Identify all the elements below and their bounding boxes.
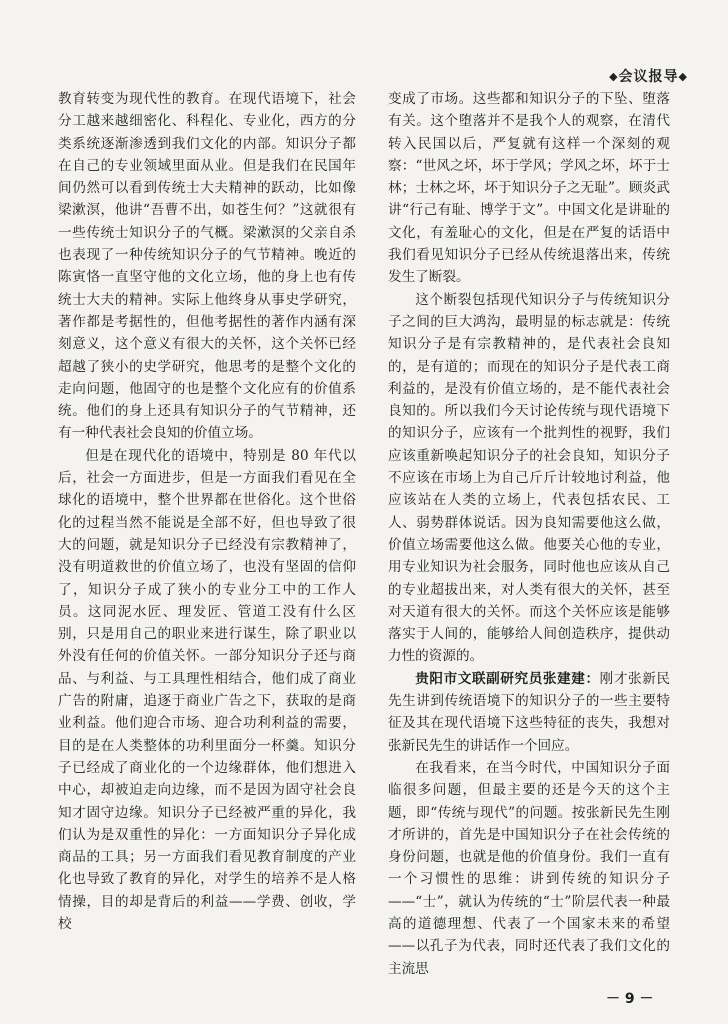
- diamond-icon: ◆: [678, 70, 688, 83]
- paragraph: 但是在现代化的语境中，特别是 80 年代以后，社会一方面进步，但是一方面我们看见在全球化的语境中，整个世界都在世俗化。这个世俗化的过程当然不能说是全部不好，但也导致了很大的问题，就是知识分子已经没有宗教精神了，没有明道救世的价值立场了，也没有坚固的信仰了，知识分子成了狭小的专业分工中的工作人员。这同泥水匠、理发匠、管道工没有什么区别，只是用自己的职业来进行谋生，除了职业以外没有任何的价值关怀。一部分知识分子还与商品、与利益、与工具理性相结合，他们成了商业广告的附庸，追逐于商业广告之下，获取的是商业利益。他们迎合市场、迎合功利利益的需要，目的是在人类整体的功利里面分一杯羹。知识分子已经成了商业化的一个边缘群体，他们想进入中心，却被迫走向边缘，而不是因为固守社会良知才固守边缘。知识分子已经被严重的异化，我们认为是双重性的异化：一方面知识分子异化成商品的工具；另一方面我们看见教育制度的产业化也导致了教育的异化，对学生的培养不是人格情操，目的却是背后的利益——学费、创收，学校: [58, 447, 356, 932]
- left-column: [58, 88, 356, 935]
- paragraph: 这个断裂包括现代知识分子与传统知识分子之间的巨大鸿沟，最明显的标志就是：传统知识分子是有宗教精神的，是代表社会良知的，是有道的；而现在的知识分子是代表工商利益的，是没有价值立场的，是不能代表社会良知的。所以我们今天讨论传统与现代语境下的知识分子，应该有一个批判性的视野，我们应该重新唤起知识分子的社会良知，知识分子不应该在市场上为自己斤斤计较地讨利益，他应该站在人类的立场上，代表包括农民、工人、弱势群体说话。因为良知需要他这么做，价值立场需要他这么做。他要关心他的专业，用专业知识为社会服务，同时他也应该从自己的专业超拔出来，对人类有很大的关怀，甚至对天道有很大的关怀。而这个关怀应该是能够落实于人间的，能够给人间创造秩序，提供动力性的资源的。: [388, 291, 670, 665]
- paragraph: 在我看来，在当今时代，中国知识分子面临很多问题，但最主要的还是今天的这个主题，即“传统与现代”的问题。按张新民先生刚才所讲的，首先是中国知识分子在社会传统的身份问题，也就是他的价值身份。我们一直有一个习惯性的思维：讲到传统的知识分子——“士”，就认为传统的“士”阶层代表一种最高的道德理想、代表了一个国家未来的希望——以孔子为代表，同时还代表了我们文化的主流思: [388, 759, 670, 977]
- page-number: － 9 －: [606, 991, 654, 1007]
- diamond-icon: ◆: [609, 70, 619, 83]
- right-column: [388, 88, 670, 980]
- paragraph: 变成了市场。这些都和知识分子的下坠、堕落有关。这个堕落并不是我个人的观察，在清代转入民国以后，严复就有这样一个深刻的观察：“世风之坏，坏于学风；学风之坏，坏于士林；士林之坏，坏于知识分子之无耻”。顾炎武讲“行己有耻、博学于文”。中国文化是讲耻的文化，有羞耻心的文化，但是在严复的话语中我们看见知识分子已经从传统退落出来，传统发生了断裂。: [388, 91, 670, 286]
- speaker-name: 贵阳市文联副研究员张建建：: [415, 670, 600, 687]
- paragraph-text: 刚才张新民先生讲到传统语境下的知识分子的一些主要特征及其在现代语境下这些特征的丧失，我想对张新民先生的讲话作一个回应。: [388, 670, 671, 754]
- section-title: 会议报导: [618, 69, 679, 85]
- paragraph: [388, 668, 670, 757]
- paragraph: 教育转变为现代性的教育。在现代语境下，社会分工越来越细密化、科程化、专业化，西方的分类系统逐渐渗透到我们文化的内部。知识分子都在自己的专业领域里面从业。但是我们在民国年间仍然可以看到传统士大夫精神的跃动，比如像梁漱溟，他讲“吾曹不出，如苍生何？”这就很有一些传统士知识分子的气概。梁漱溟的父亲自杀也表现了一种传统知识分子的气节精神。晚近的陈寅恪一直坚守他的文化立场，他的身上也有传统士大夫的精神。实际上他终身从事史学研究，著作都是考据性的，但他考据性的著作内涵有深刻意义，这个意义有很大的关怀，这个关怀已经超越了狭小的史学研究，他思考的是整个文化的走向问题，他固守的也是整个文化应有的价值系统。他们的身上还具有知识分子的气节精神，还有一种代表社会良知的价值立场。: [58, 91, 356, 442]
- page-header: [609, 66, 688, 86]
